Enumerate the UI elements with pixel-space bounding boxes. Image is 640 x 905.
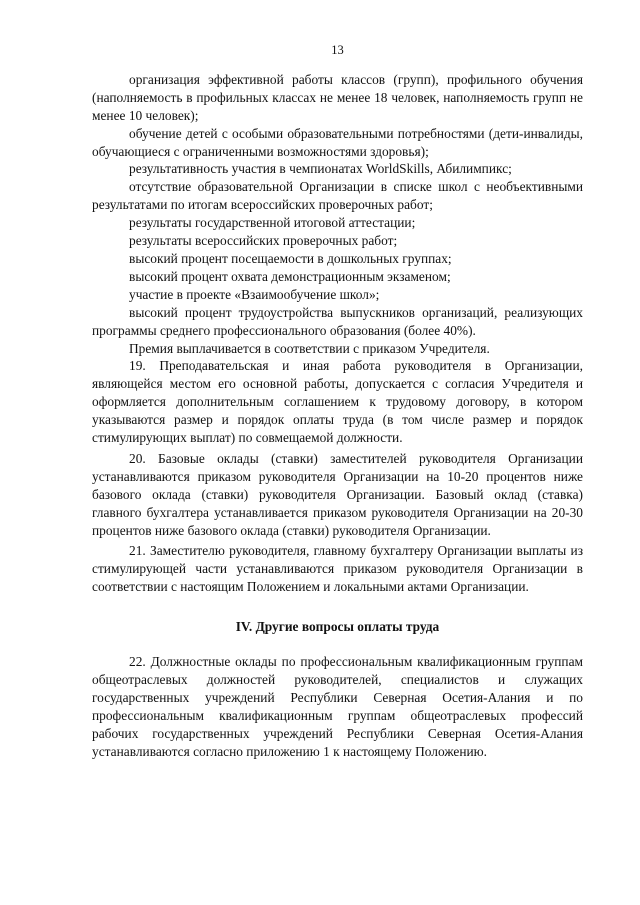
paragraph-graduate-employment: высокий процент трудоустройства выпускников организаций, реализующих программы среднего профессионального образования (более 40%). — [92, 304, 583, 338]
paragraph-state-attestation: результаты государственной итоговой аттестации; — [129, 215, 416, 231]
paragraph-clause-20: 20. Базовые оклады (ставки) заместителей руководителя Организации устанавливаются приказом руководителя Организации на 10-20 процентов ниже базового оклада (ставки) руководителя Организации. Базовый оклад (ставка) главного бухгалтера устанавливается приказом руководителя Организации на 20-30 процентов ниже базового оклада (ставки) руководителя Организации. — [92, 450, 583, 538]
paragraph-effective-classes: организация эффективной работы классов (групп), профильного обучения (наполняемость в профильных классах не менее 18 человек, наполняемость групп не менее 10 человек); — [92, 71, 583, 123]
paragraph-worldskills: результативность участия в чемпионатах WorldSkills, Абилимпикс; — [129, 161, 512, 177]
paragraph-clause-19: 19. Преподавательская и иная работа руководителя в Организации, являющейся местом его основной работы, допускается с согласия Учредителя и оформляется дополнительным соглашением к трудовому договору, в котором указываются размер и порядок оплаты труда (в том числе размер и порядок стимулирующих выплат) по совмещаемой должности. — [92, 358, 583, 446]
paragraph-objective-results: отсутствие образовательной Организации в списке школ с необъективными результатами по итогам всероссийских проверочных работ; — [92, 179, 583, 213]
paragraph-mutual-learning: участие в проекте «Взаимообучение школ»; — [129, 286, 380, 302]
paragraph-clause-21: 21. Заместителю руководителя, главному бухгалтеру Организации выплаты из стимулирующей части устанавливаются приказом руководителя Организации в соответствии с настоящим Положением и локальными актами Организации. — [92, 543, 583, 595]
page-number: 13 — [331, 43, 344, 57]
paragraph-demo-exam: высокий процент охвата демонстрационным экзаменом; — [129, 268, 451, 284]
section-heading: IV. Другие вопросы оплаты труда — [235, 619, 440, 635]
body-text-top — [92, 71, 583, 596]
paragraph-special-needs: обучение детей с особыми образовательными потребностями (дети-инвалиды, обучающиеся с ограниченными возможностями здоровья); — [92, 125, 583, 159]
paragraph-bonus-order: Премия выплачивается в соответствии с приказом Учредителя. — [129, 340, 490, 356]
paragraph-vpr-results: результаты всероссийских проверочных работ; — [129, 233, 398, 249]
body-text-bottom — [92, 653, 583, 760]
paragraph-clause-22: 22. Должностные оклады по профессиональным квалификационным группам общеотраслевых должностей руководителей, специалистов и служащих государственных учреждений Республики Северная Осетия-Алания и по профессиональным квалификационным группам общеотраслевых профессий рабочих государственных учреждений Республики Северная Осетия-Алания устанавливаются согласно приложению 1 к настоящему Положению. — [92, 654, 583, 759]
paragraph-preschool-attendance: высокий процент посещаемости в дошкольных группах; — [129, 250, 452, 266]
